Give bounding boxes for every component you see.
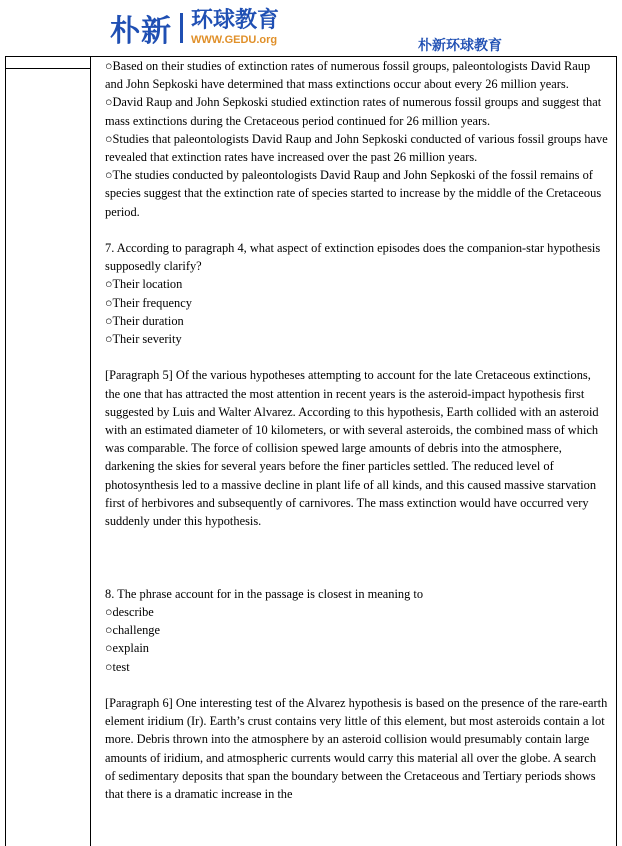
- q8-option-1: ○describe: [105, 605, 154, 620]
- q6-option-2: ○David Raup and John Sepkoski studied extinction rates of numerous fossil groups and suggest that mass extinctions during the Cretaceous period continued for 26 million years.: [105, 95, 602, 128]
- logo-main-text: 朴新: [110, 14, 172, 49]
- q6-option-3: ○Studies that paleontologists David Raup and John Sepkoski conducted of various fossil groups have revealed that extinction rates have increased over the past 26 million years.: [105, 131, 608, 165]
- q7-option-3: ○Their duration: [105, 313, 184, 328]
- q8-question: 8. The phrase account for in the passage is closest in meaning to: [105, 586, 424, 601]
- q6-option-4: ○The studies conducted by paleontologists David Raup and John Sepkoski of the fossil remains of species suggest that the extinction rate of species started to increase by the middle of the Cretaceous period.: [105, 168, 602, 219]
- q8-option-3: ○explain: [105, 641, 149, 656]
- header-right-title: 朴新环球教育: [418, 38, 502, 54]
- q8-option-4: ○test: [105, 659, 130, 674]
- paragraph-6: [Paragraph 6] One interesting test of the Alvarez hypothesis is based on the presence of the rare-earth element iridium (Ir). Earth’s crust contains very little of this element, but most asteroids contain a lot more. Debris thrown into the atmosphere by an asteroid collision would presumably contain large amounts of iridium, and atmospheric currents would carry this material all over the globe. A search of sedimentary deposits that span the boundary between the Cretaceous and Tertiary periods shows that there is a dramatic increase in the: [105, 696, 608, 802]
- q6-option-1: ○Based on their studies of extinction rates of numerous fossil groups, paleontologists David Raup and John Sepkoski have determined that mass extinctions occur about every 26 million years.: [105, 59, 591, 92]
- table-column-divider: [90, 56, 91, 846]
- logo-divider: [180, 13, 183, 43]
- paragraph-5: [Paragraph 5] Of the various hypotheses attempting to account for the late Cretaceous extinctions, the one that has attracted the most attention in recent years is the asteroid-impact hypothesis first suggested by Luis and Walter Alvarez. According to this hypothesis, Earth collided with an asteroid with an estimated diameter of 10 kilometers, or with several asteroids, the combined mass of which was comparable. The force of collision spewed large amounts of debris into the atmosphere, darkening the skies for several years before the finer particles settled. The reduced level of photosynthesis led to a massive decline in plant life of all kinds, and this caused massive starvation first of herbivores and subsequently of carnivores. The mass extinction would have occurred very suddenly under this hypothesis.: [105, 368, 599, 529]
- logo-right-block: [191, 10, 279, 46]
- q8-option-2: ○challenge: [105, 623, 160, 638]
- logo-url-text: WWW.GEDU.org: [191, 34, 278, 46]
- q7-option-1: ○Their location: [105, 277, 183, 292]
- q7-question: 7. According to paragraph 4, what aspect of extinction episodes does the companion-star hypothesis supposedly clarify?: [105, 241, 601, 274]
- document-content: [105, 57, 609, 803]
- q7-option-4: ○Their severity: [105, 332, 182, 347]
- page-header: [0, 0, 622, 56]
- brand-logo: [110, 6, 279, 50]
- table-row-divider: [5, 68, 91, 69]
- logo-chinese-text: 环球教育: [191, 8, 280, 33]
- q7-option-2: ○Their frequency: [105, 295, 192, 310]
